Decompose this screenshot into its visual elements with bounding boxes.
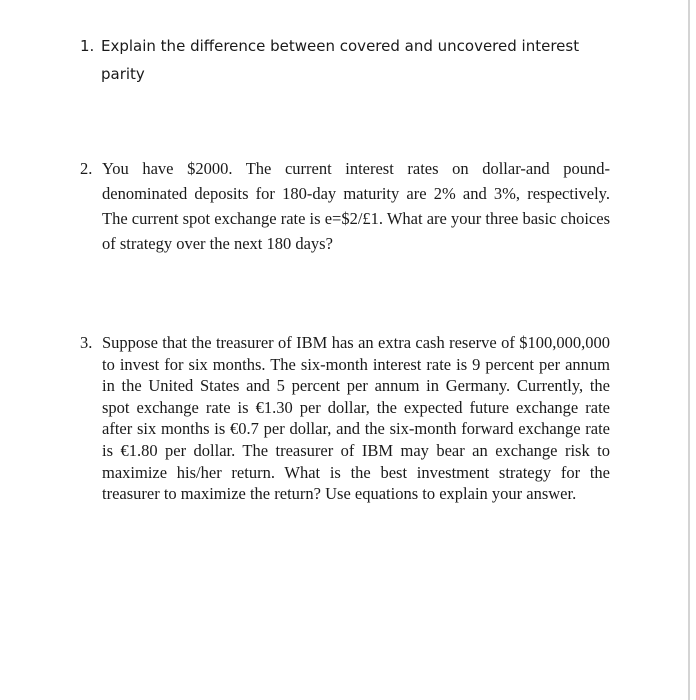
- question-number: 1.: [80, 37, 95, 55]
- question-text: Explain the difference between covered and uncovered interest parity: [101, 37, 580, 83]
- question-text: Suppose that the treasurer of IBM has an extra cash reserve of $100,000,000 to invest for six months. The six-month interest rate is 9 percent per annum in the United States and 5 percent per annum in Germany. Currently, the spot exchange rate is €1.30 per dollar, the expected future exchange rate after six months is €0.7 per dollar, and the six-month forward exchange rate is €1.80 per dollar. The treasurer of IBM may bear an exchange risk to maximize his/her return. What is the best investment strategy for the treasurer to maximize the return? Use equations to explain your answer.: [102, 333, 610, 504]
- question-3: [80, 332, 610, 505]
- question-1: [80, 32, 610, 88]
- page-edge-divider: [688, 0, 690, 700]
- question-number: 3.: [80, 333, 93, 352]
- question-text: You have $2000. The current interest rates on dollar-and pound-denominated deposits for 180-day maturity are 2% and 3%, respectively. The current spot exchange rate is e=$2/£1. What are your three basic choices of strategy over the next 180 days?: [102, 159, 610, 253]
- question-number: 2.: [80, 159, 93, 178]
- question-2: [80, 156, 610, 256]
